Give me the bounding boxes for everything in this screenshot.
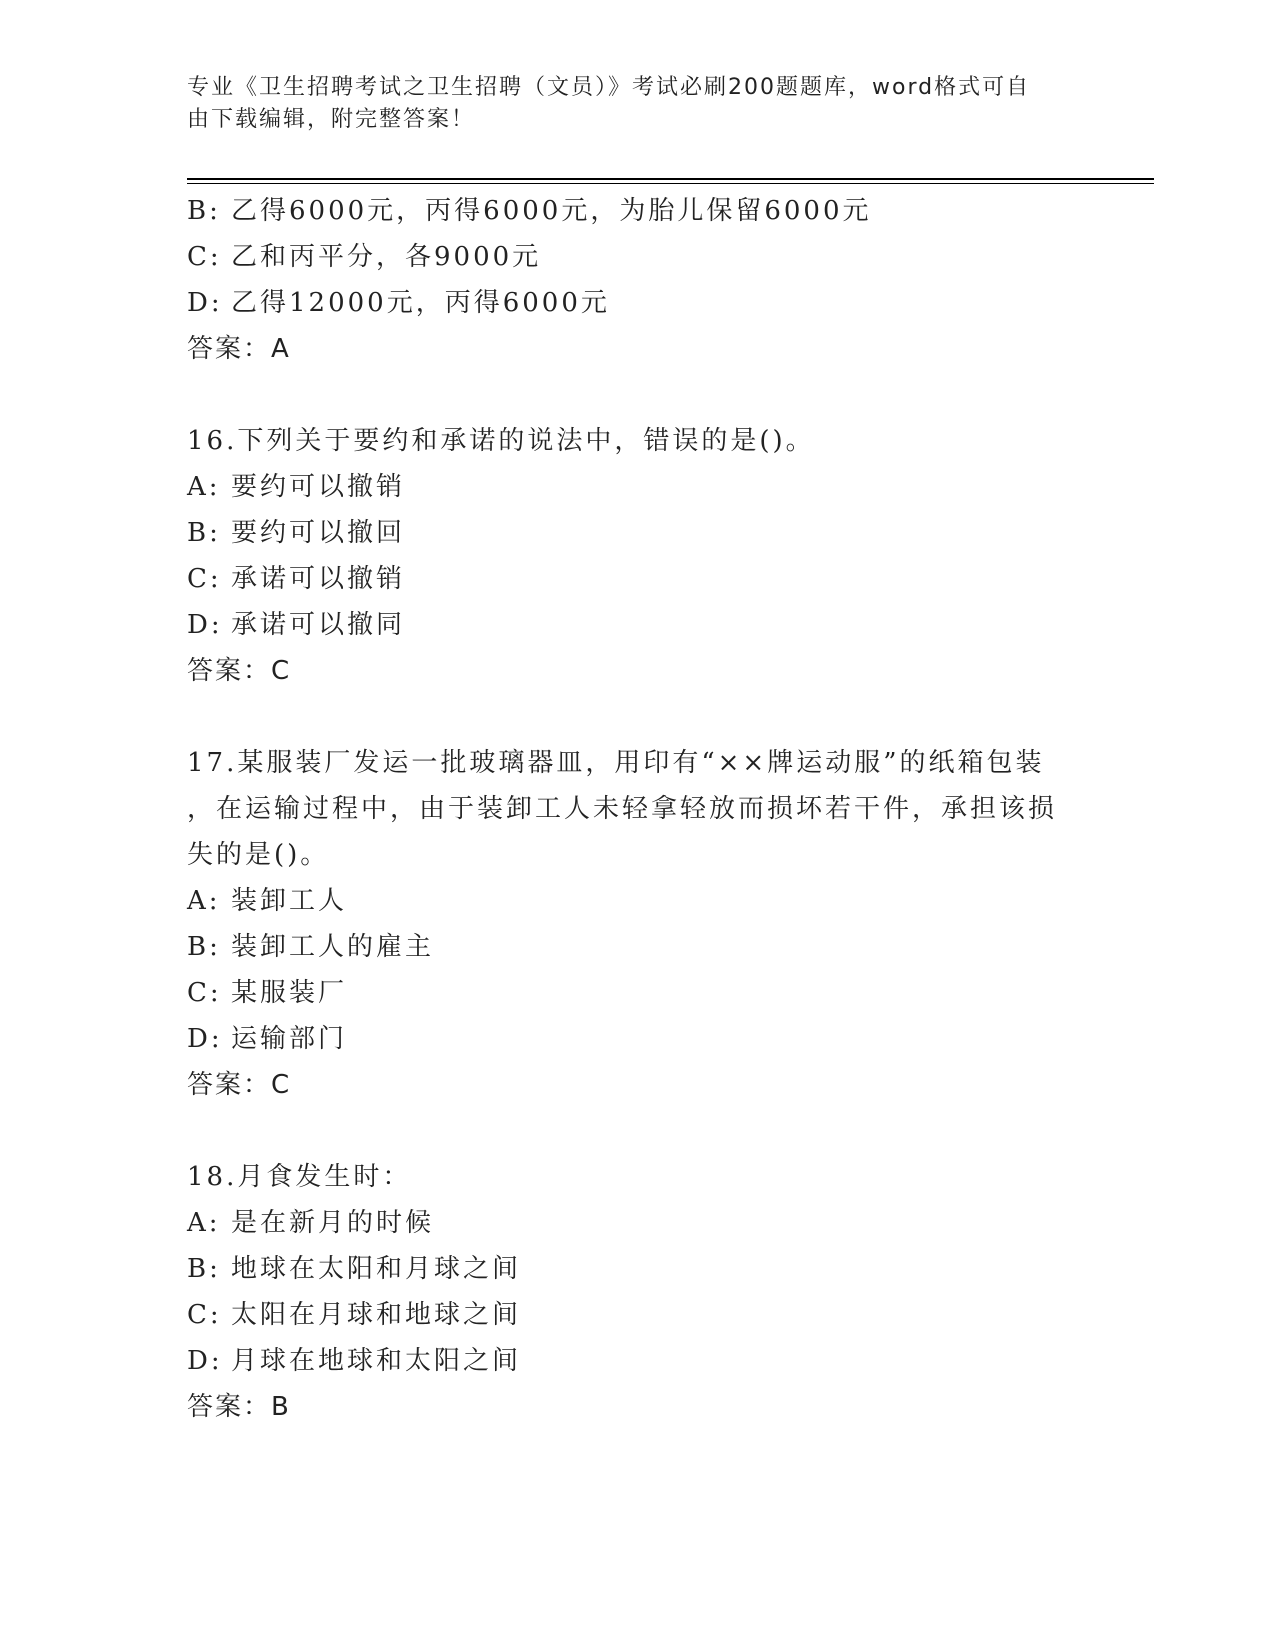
option-d	[187, 280, 1107, 326]
option-text: 装卸工人	[231, 886, 348, 916]
question-18	[187, 1154, 1107, 1430]
question-stem-line-2: ，在运输过程中，由于装卸工人未轻拿轻放而损坏若干件，承担该损	[187, 794, 1058, 824]
option-key: A:	[187, 472, 221, 502]
option-c	[187, 556, 1107, 602]
question-stem-line-1: 17.某服装厂发运一批玻璃器皿，用印有“××牌运动服”的纸箱包装	[187, 748, 1045, 778]
option-text: 月球在地球和太阳之间	[231, 1346, 522, 1376]
document-header	[187, 72, 1067, 136]
option-b	[187, 510, 1107, 556]
question-15-continued	[187, 188, 1107, 372]
option-text: 是在新月的时候	[231, 1208, 435, 1238]
answer: 答案：A	[187, 334, 291, 364]
option-text: 太阳在月球和地球之间	[231, 1300, 522, 1330]
option-key: A:	[187, 886, 221, 916]
answer: 答案：B	[187, 1392, 291, 1422]
option-key: D:	[187, 288, 223, 318]
option-key: C:	[187, 242, 222, 272]
option-text: 乙得12000元，丙得6000元	[231, 288, 610, 318]
question-16	[187, 418, 1107, 694]
header-line-2: 由下载编辑，附完整答案！	[187, 107, 476, 132]
option-text: 运输部门	[231, 1024, 348, 1054]
option-key: C:	[187, 564, 222, 594]
option-text: 要约可以撤销	[231, 472, 406, 502]
option-d	[187, 1016, 1107, 1062]
question-stem: 18.月食发生时：	[187, 1162, 412, 1192]
option-text: 乙和丙平分，各9000元	[231, 242, 542, 272]
option-c	[187, 970, 1107, 1016]
option-text: 某服装厂	[231, 978, 348, 1008]
option-key: D:	[187, 1346, 223, 1376]
option-a	[187, 464, 1107, 510]
option-c	[187, 234, 1107, 280]
option-key: B:	[187, 518, 221, 548]
header-divider-thick	[187, 178, 1154, 180]
question-17	[187, 740, 1107, 1108]
header-divider-thin	[187, 183, 1154, 184]
option-text: 要约可以撤回	[231, 518, 406, 548]
option-d	[187, 1338, 1107, 1384]
header-line-1: 专业《卫生招聘考试之卫生招聘（文员）》考试必刷200题题库，word格式可自	[187, 75, 1031, 100]
option-key: B:	[187, 196, 221, 226]
document-body	[187, 188, 1107, 1430]
option-key: A:	[187, 1208, 221, 1238]
option-key: B:	[187, 932, 221, 962]
option-a	[187, 1200, 1107, 1246]
option-c	[187, 1292, 1107, 1338]
option-key: D:	[187, 610, 223, 640]
option-key: C:	[187, 1300, 222, 1330]
answer: 答案：C	[187, 1070, 292, 1100]
option-b	[187, 188, 1107, 234]
option-key: D:	[187, 1024, 223, 1054]
option-text: 承诺可以撤销	[231, 564, 406, 594]
option-b	[187, 1246, 1107, 1292]
question-stem: 16.下列关于要约和承诺的说法中，错误的是()。	[187, 426, 815, 456]
option-text: 地球在太阳和月球之间	[231, 1254, 522, 1284]
answer: 答案：C	[187, 656, 292, 686]
question-stem-line-3: 失的是()。	[187, 840, 330, 870]
option-key: B:	[187, 1254, 221, 1284]
option-b	[187, 924, 1107, 970]
option-text: 承诺可以撤同	[231, 610, 406, 640]
option-text: 装卸工人的雇主	[231, 932, 435, 962]
option-text: 乙得6000元，丙得6000元，为胎儿保留6000元	[231, 196, 872, 226]
option-key: C:	[187, 978, 222, 1008]
option-d	[187, 602, 1107, 648]
option-a	[187, 878, 1107, 924]
